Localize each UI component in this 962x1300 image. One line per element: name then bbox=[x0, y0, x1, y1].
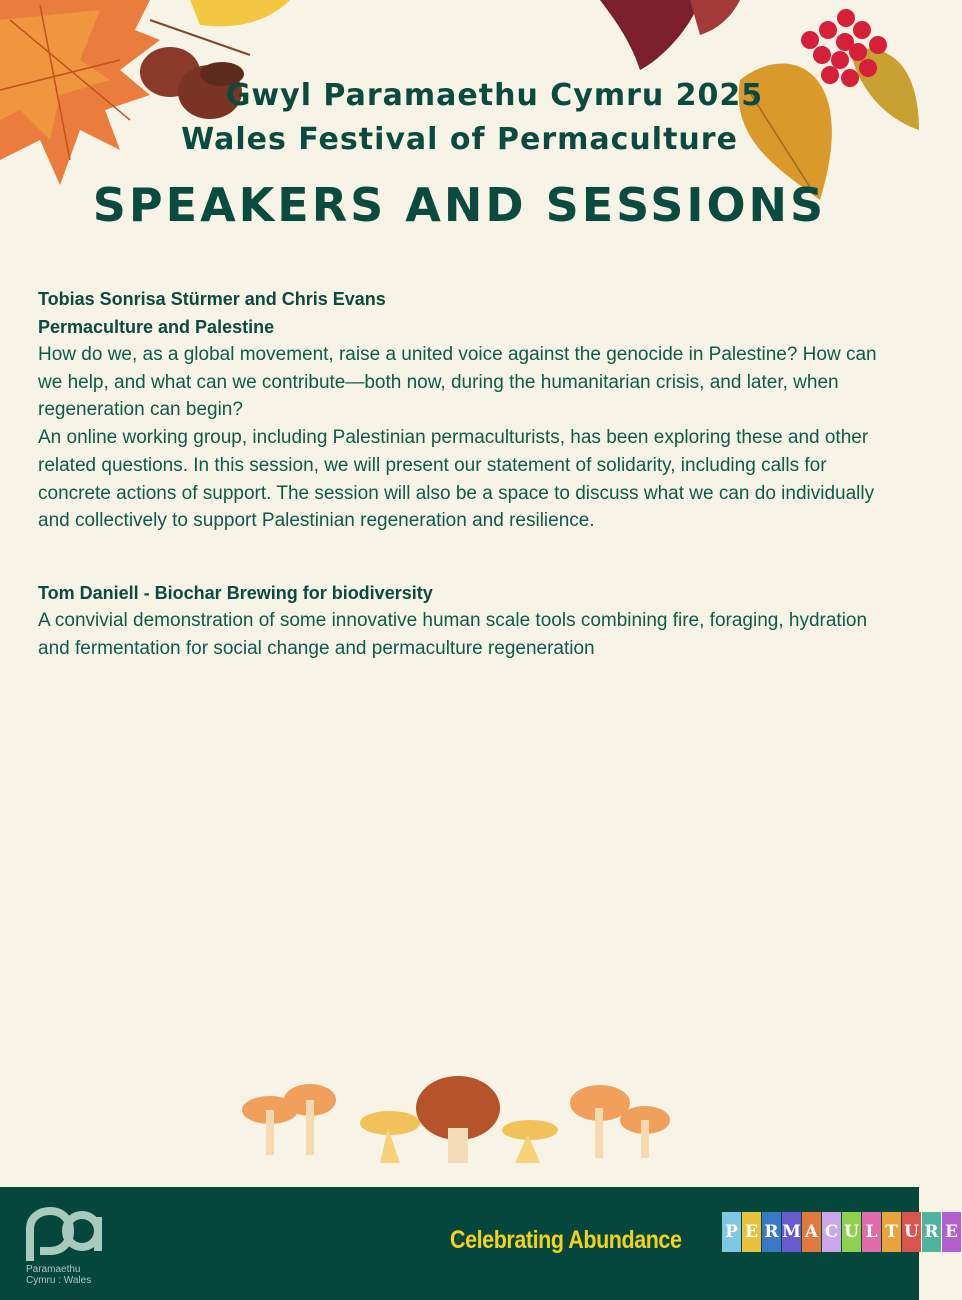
red-leaves-icon bbox=[600, 0, 740, 70]
festival-title-welsh: Gwyl Paramaethu Cymru 2025 bbox=[225, 78, 764, 113]
session-description: How do we, as a global movement, raise a united voice against the genocide in Palestine? How can we help, and what can we contribute—both now, during the humanitarian crisis, and later, when regeneration can begin? bbox=[38, 344, 877, 421]
festival-title-english: Wales Festival of Permaculture bbox=[181, 122, 738, 157]
mushrooms-illustration bbox=[240, 1068, 680, 1168]
letter-tile: U bbox=[902, 1212, 921, 1252]
letter-tile: E bbox=[942, 1212, 961, 1252]
logo-line-2: Cymru : Wales bbox=[26, 1275, 92, 1286]
session-speakers: Tobias Sonrisa Stürmer and Chris Evans bbox=[38, 289, 386, 309]
session-description: An online working group, including Palestinian permaculturists, has been exploring these and other related questions. In this session, we will present our statement of solidarity, including calls for concrete actions of support. The session will also be a space to discuss what we can do individually and collectively to support Palestinian regeneration and resilience. bbox=[38, 427, 875, 532]
footer-tagline: Celebrating Abundance bbox=[450, 1226, 682, 1254]
session-heading: Tom Daniell - Biochar Brewing for biodiversity bbox=[38, 582, 433, 603]
letter-tile: R bbox=[762, 1212, 781, 1252]
paramaethu-logo-icon bbox=[26, 1209, 104, 1263]
permaculture-letter-tiles bbox=[722, 1212, 962, 1252]
session-title: Permaculture and Palestine bbox=[38, 317, 275, 337]
page-title: SPEAKERS AND SESSIONS bbox=[92, 178, 827, 232]
mushroom-icon bbox=[242, 1076, 670, 1163]
letter-tile: C bbox=[822, 1212, 841, 1252]
letter-tile: R bbox=[922, 1212, 941, 1252]
letter-tile: U bbox=[842, 1212, 861, 1252]
letter-tile: M bbox=[782, 1212, 801, 1252]
sessions-list bbox=[38, 285, 888, 706]
letter-tile: A bbox=[802, 1212, 821, 1252]
yellow-leaf-icon bbox=[190, 0, 290, 26]
session-permaculture-palestine bbox=[38, 285, 888, 535]
logo-wordmark bbox=[26, 1264, 91, 1286]
logo-line-1: Paramaethu bbox=[26, 1264, 81, 1275]
letter-tile: L bbox=[862, 1212, 881, 1252]
session-description: A convivial demonstration of some innovative human scale tools combining fire, foraging, hydration and fermentation for social change and permaculture regeneration bbox=[38, 609, 868, 659]
session-biochar-brewing bbox=[38, 579, 888, 662]
letter-tile: P bbox=[722, 1212, 741, 1252]
letter-tile: T bbox=[882, 1212, 901, 1252]
letter-tile: E bbox=[742, 1212, 761, 1252]
